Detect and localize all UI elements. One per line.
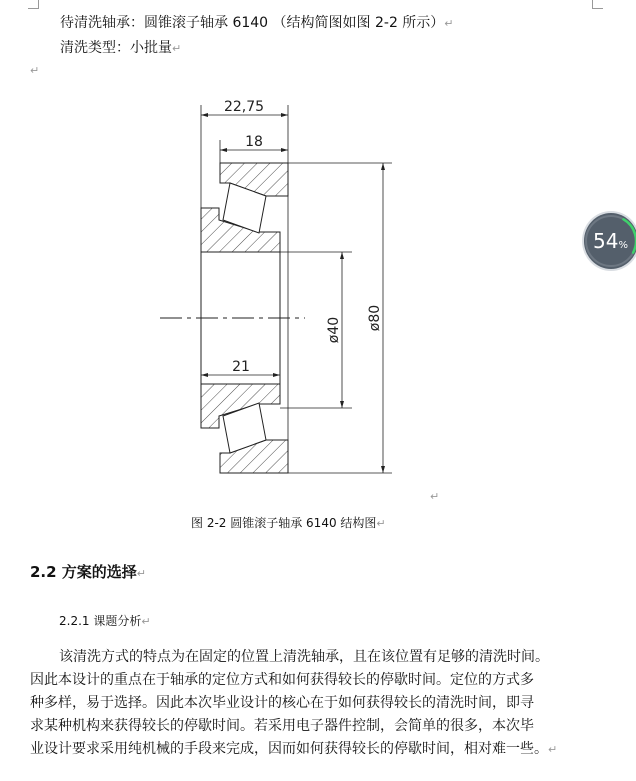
paragraph-line: 因此本设计的重点在于轴承的定位方式和如何获得较长的停歇时间。定位的方式多 (30, 672, 534, 688)
bearing-label: 待清洗轴承： (60, 15, 144, 31)
dim-bore: ø40 (326, 316, 342, 344)
paragraph-mark: ↵ (141, 615, 151, 628)
paragraph-mark: ↵ (376, 517, 386, 530)
cleaning-type-value: 小批量 (130, 40, 172, 56)
dim-cone-width: 21 (232, 359, 250, 375)
subsection-heading: 2.2.1 课题分析↵ (59, 614, 151, 628)
figure-caption: 图 2-2 圆锥滚子轴承 6140 结构图↵ (191, 516, 386, 530)
paragraph-mark: ↵ (136, 567, 147, 580)
paragraph-line: 求某种机构来获得较长的停歇时间。若采用电子器件控制，会简单的很多，本次毕 (30, 718, 534, 734)
paragraph-mark: ↵ (444, 17, 454, 30)
paragraph-mark: ↵ (30, 64, 40, 77)
paragraph-mark: ↵ (430, 490, 440, 503)
progress-unit: % (618, 240, 628, 251)
progress-badge[interactable] (584, 213, 636, 269)
dim-cup-width: 18 (245, 134, 263, 150)
body-paragraph (30, 646, 590, 761)
bearing-value: 圆锥滚子轴承 6140 （结构简图如图 2-2 所示） (144, 15, 445, 31)
paragraph-line: 种多样，易于选择。因此本次毕业设计的核心在于如何获得较长的清洗时间，即寻 (30, 695, 534, 711)
dim-od: ø80 (367, 304, 383, 332)
paragraph-mark: ↵ (172, 42, 182, 55)
progress-value: 54% (593, 229, 628, 253)
paragraph-line: 该清洗方式的特点为在固定的位置上清洗轴承，且在该位置有足够的清洗时间。 (59, 649, 549, 665)
cleaning-type-label: 清洗类型： (60, 40, 130, 56)
paragraph-line: 业设计要求采用纯机械的手段来完成，因而如何获得较长的停歇时间，相对难一些。↵ (30, 741, 558, 757)
dim-outer-width: 22,75 (223, 99, 265, 115)
paragraph-mark: ↵ (548, 743, 558, 756)
section-heading: 2.2 方案的选择↵ (30, 563, 147, 581)
